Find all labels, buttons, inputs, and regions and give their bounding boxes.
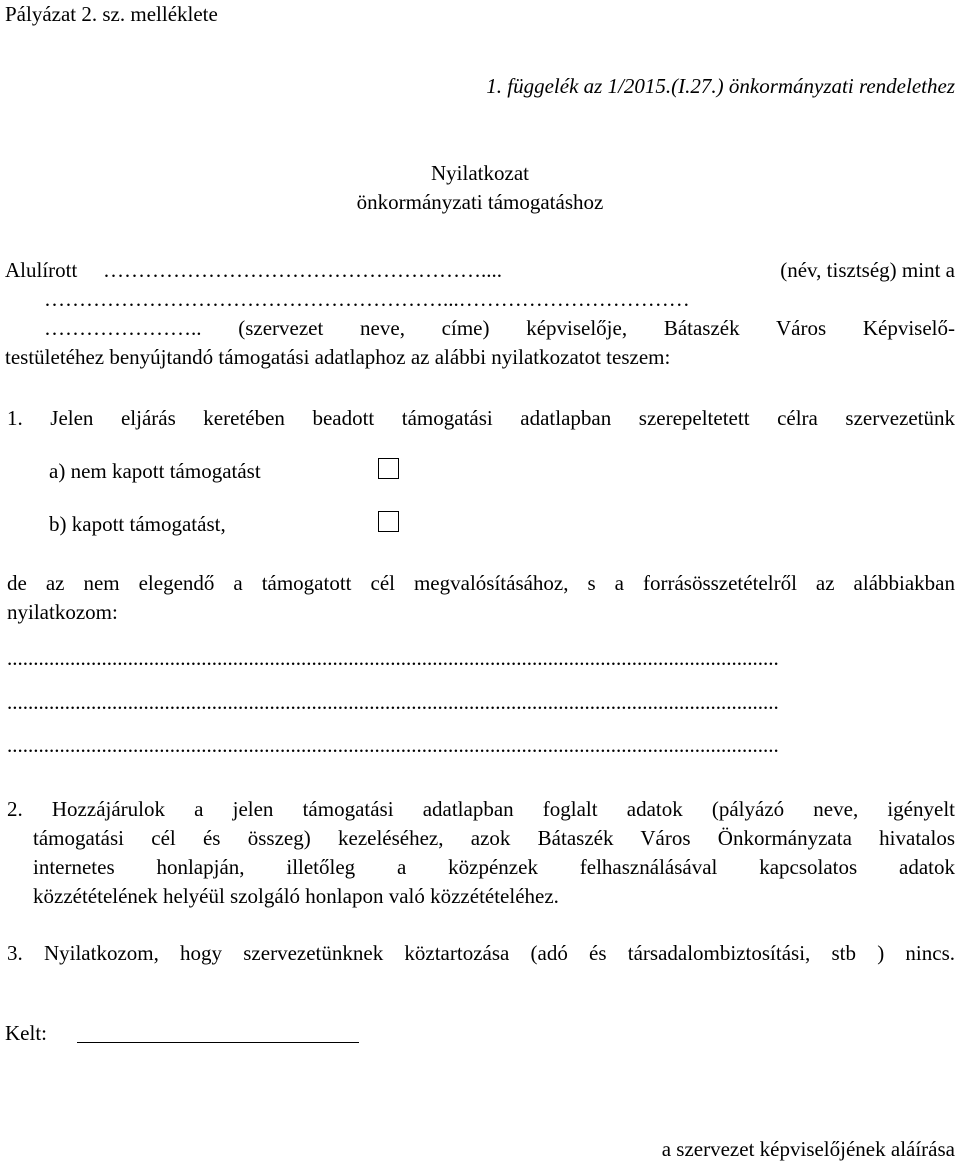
option-b-label: b) kapott támogatást,	[49, 512, 226, 536]
document-title: Nyilatkozat	[431, 161, 529, 185]
answer-dotted-line-3[interactable]: ...................................................................................................................................................	[7, 733, 779, 757]
item-1-continuation-end: nyilatkozom:	[7, 600, 118, 624]
answer-dotted-line-1[interactable]: ...................................................................................................................................................	[7, 646, 779, 670]
intro-line-3: ………………….. (szervezet neve, címe) képviselője, Bátaszék Város Képviselő-	[44, 316, 955, 340]
document-subtitle: önkormányzati támogatáshoz	[356, 190, 604, 214]
option-b-checkbox[interactable]	[378, 511, 399, 532]
item-2-line-4: közzétételének helyéül szolgáló honlapon való közzétételéhez.	[33, 884, 559, 908]
item-1-continuation: de az nem elegendő a támogatott cél megvalósításához, s a forrásösszetételről az alábbiakban	[7, 571, 955, 595]
intro-name-dots: ………………………………………………....	[103, 258, 502, 282]
signature-label: a szervezet képviselőjének aláírása	[661, 1137, 955, 1161]
kelt-date-field[interactable]	[77, 1016, 359, 1043]
intro-line-4: testületéhez benyújtandó támogatási adatlaphoz az alábbi nyilatkozatot teszem:	[5, 345, 671, 369]
intro-line-1-end: (név, tisztség) mint a	[780, 258, 955, 282]
item-2-line-2: támogatási cél és összeg) kezeléséhez, azok Bátaszék Város Önkormányzata hivatalos	[33, 826, 955, 850]
answer-dotted-line-2[interactable]: ...................................................................................................................................................	[7, 690, 779, 714]
item-2-line-3: internetes honlapján, illetőleg a közpénzek felhasználásával kapcsolatos adatok	[33, 855, 955, 879]
item-1-text: 1. Jelen eljárás keretében beadott támogatási adatlapban szerepeltetett célra szervezetünk	[7, 406, 955, 430]
intro-organization-dots: …………………………………………………...……………………………	[44, 287, 690, 311]
item-3-text: 3. Nyilatkozom, hogy szervezetünknek köztartozása (adó és társadalombiztosítási, stb ) nincs.	[7, 941, 955, 965]
intro-line-1-start: Alulírott	[5, 258, 78, 282]
item-2-line-1: 2. Hozzájárulok a jelen támogatási adatlapban foglalt adatok (pályázó neve, igényelt	[7, 797, 955, 821]
appendix-reference: 1. függelék az 1/2015.(I.27.) önkormányzati rendelethez	[486, 74, 955, 98]
kelt-label: Kelt:	[5, 1021, 47, 1045]
option-a-checkbox[interactable]	[378, 458, 399, 479]
option-a-label: a) nem kapott támogatást	[49, 459, 261, 483]
attachment-label: Pályázat 2. sz. melléklete	[5, 2, 218, 26]
